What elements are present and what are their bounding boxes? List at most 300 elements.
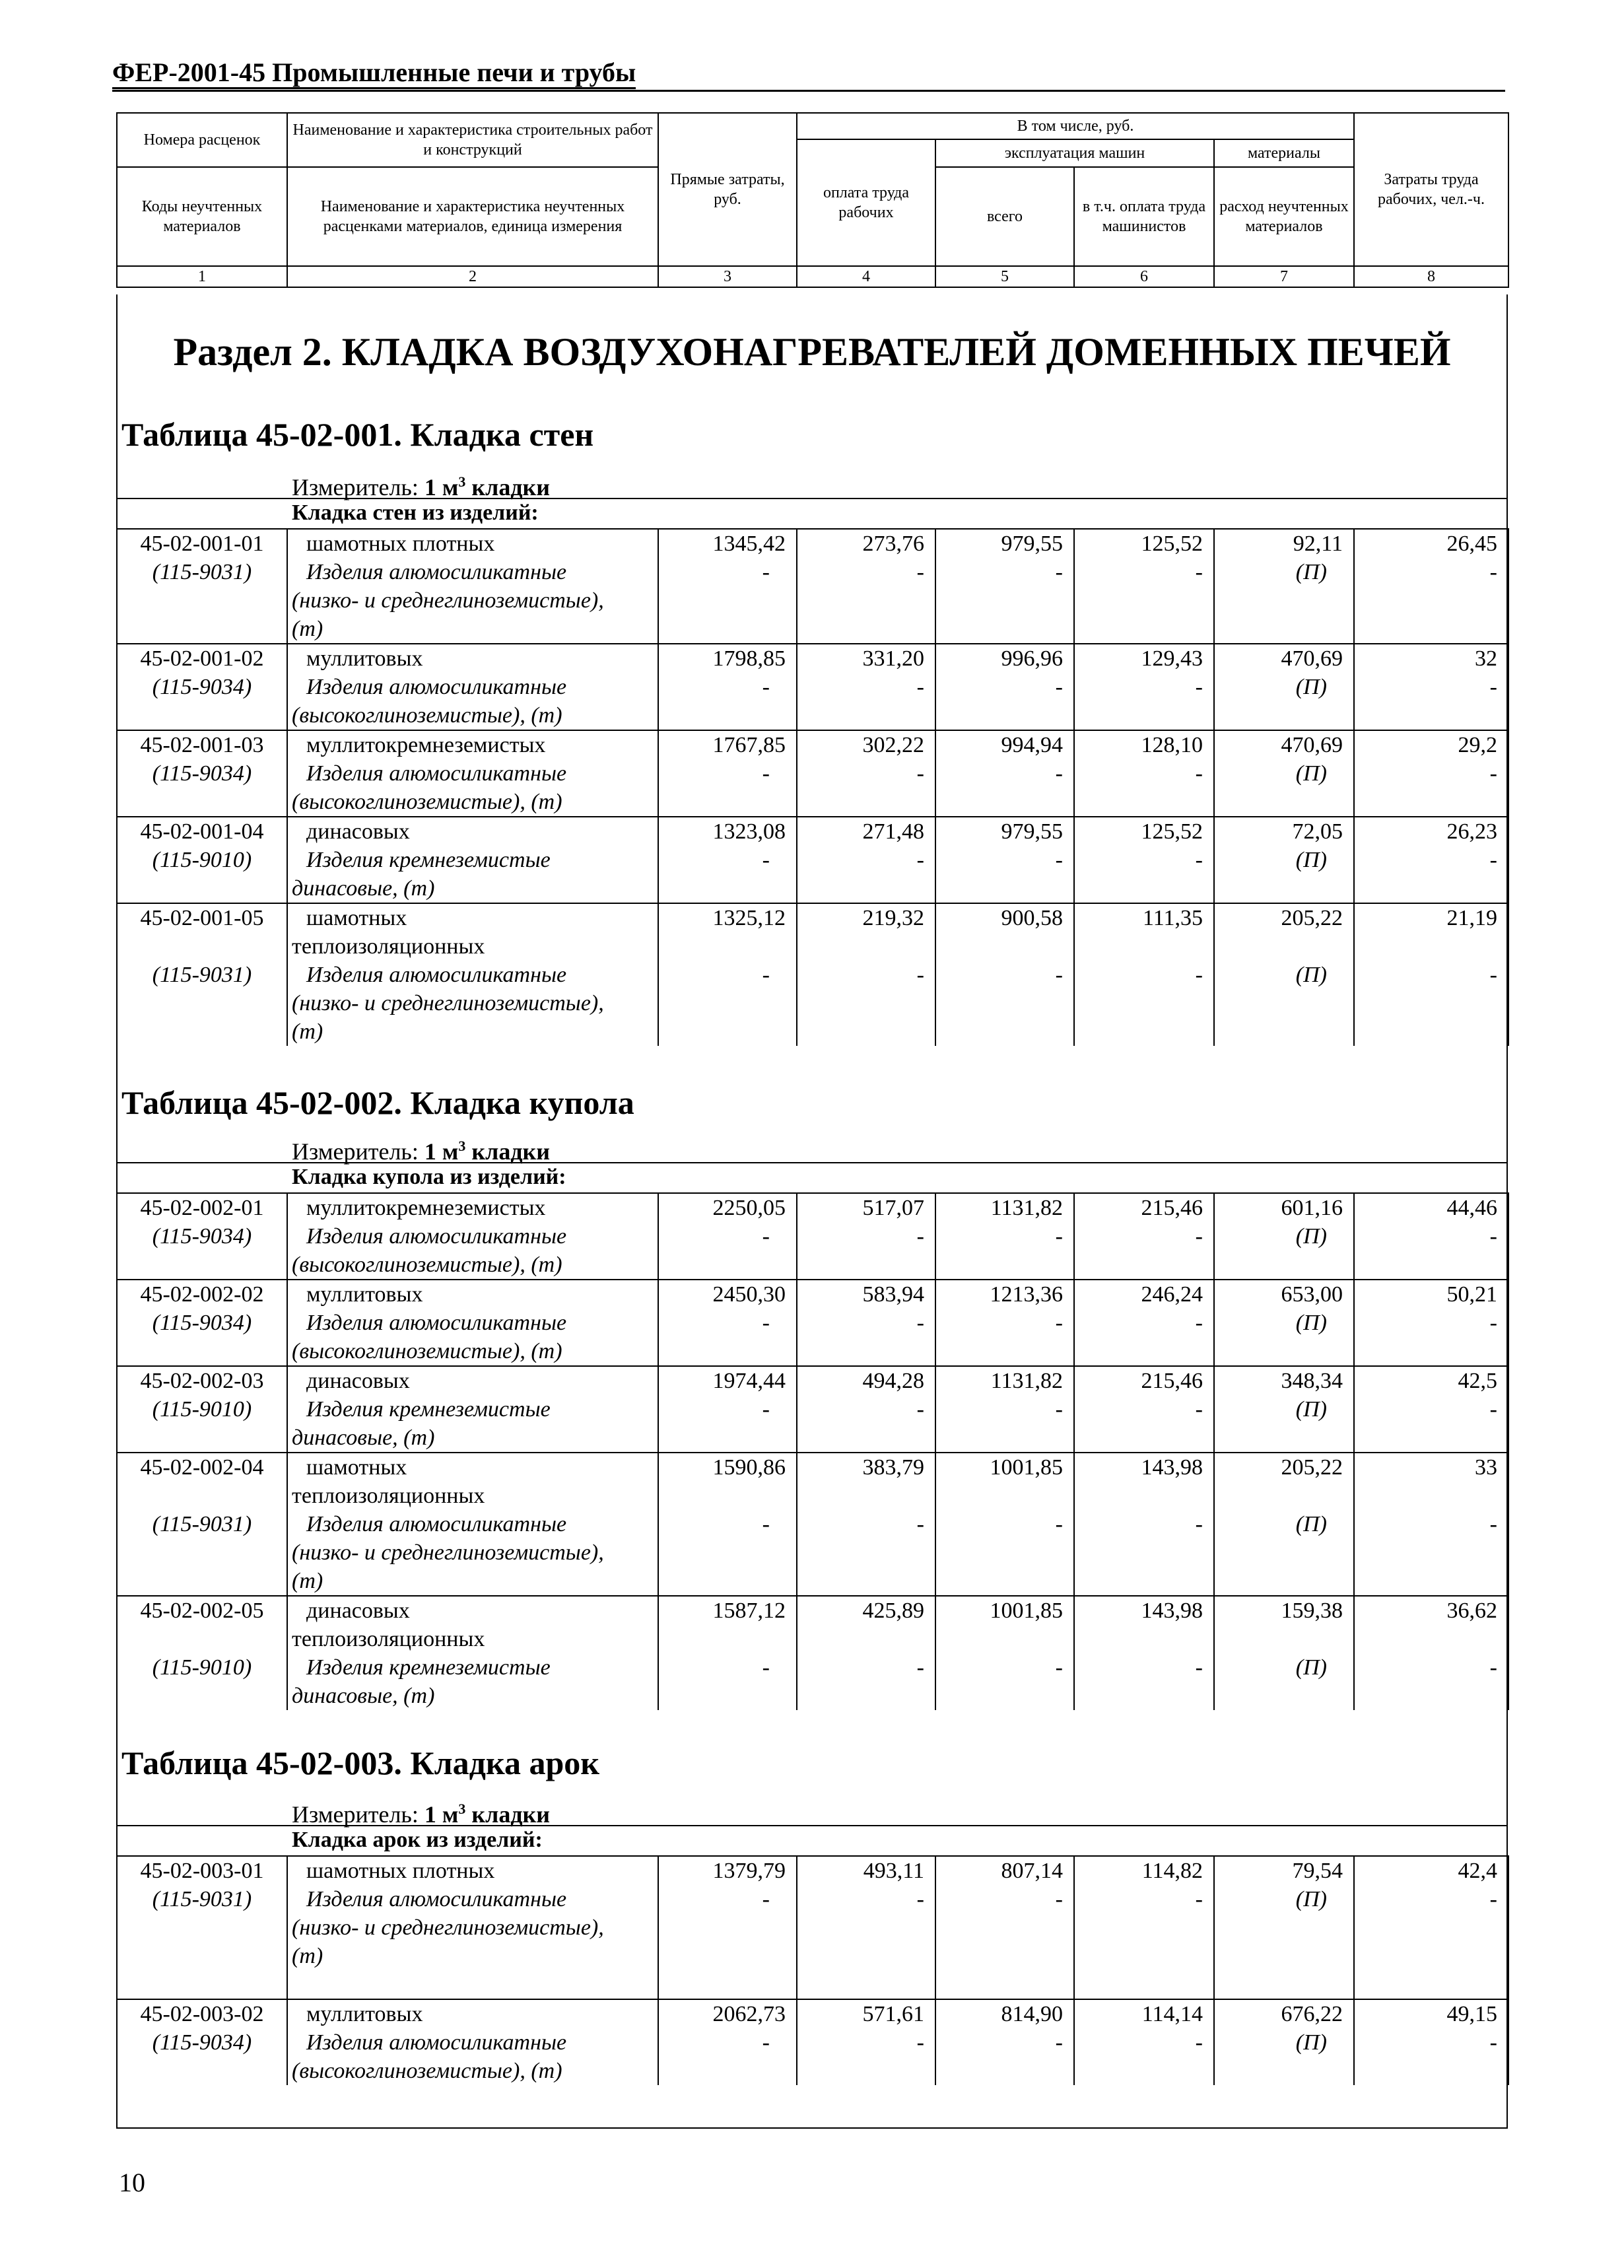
dash-mark: - <box>916 675 924 699</box>
direct-costs-value: 1798,85 <box>712 646 786 671</box>
machines-total-value: 1131,82 <box>990 1196 1063 1220</box>
machinist-pay-value: 111,35 <box>1143 906 1203 930</box>
material-name: Изделия кремнеземистые <box>306 1397 551 1422</box>
material-name: динасовые, (т) <box>292 876 435 901</box>
machinist-pay-value: 114,82 <box>1141 1859 1203 1883</box>
worker-pay-value: 302,22 <box>862 733 924 757</box>
dash-mark: - <box>1055 1655 1063 1680</box>
rate-code: 45-02-002-02 <box>140 1282 264 1307</box>
machines-total-value: 900,58 <box>1001 906 1063 930</box>
worker-pay-value: 425,89 <box>862 1598 924 1623</box>
table-measure: Измеритель: 1 $м^3$ кладки <box>292 1138 551 1165</box>
material-code: (115-9034) <box>152 761 252 786</box>
table-row <box>117 1596 1508 1710</box>
material-name: Изделия алюмосиликатные <box>306 1887 567 1911</box>
materials-cost-value: 601,16 <box>1281 1196 1343 1220</box>
dash-mark: - <box>1489 1512 1497 1536</box>
dash-mark: - <box>762 1887 770 1911</box>
machinist-pay-value: 125,52 <box>1141 532 1203 556</box>
material-name: Изделия алюмосиликатные <box>306 2030 567 2055</box>
materials-cost-cell <box>1214 903 1354 1046</box>
work-name: муллитокремнеземистых <box>306 1196 546 1220</box>
unaccounted-mark: (П) <box>1295 761 1327 786</box>
machines-total-cell <box>935 903 1074 1046</box>
materials-cost-value: 79,54 <box>1292 1859 1343 1883</box>
dash-mark: - <box>1055 761 1063 786</box>
unaccounted-mark: (П) <box>1295 2030 1327 2055</box>
table-title: Таблица 45-02-003. Кладка арок <box>121 1744 600 1781</box>
rate-code-cell <box>117 1999 287 2085</box>
unaccounted-mark: (П) <box>1295 1512 1327 1536</box>
materials-cost-cell <box>1214 1856 1354 1999</box>
rate-code: 45-02-001-05 <box>140 906 264 930</box>
work-name: теплоизоляционных <box>292 934 485 959</box>
rate-code-cell <box>117 817 287 903</box>
dash-mark: - <box>1055 560 1063 584</box>
material-code: (115-9034) <box>152 675 252 699</box>
table-row <box>117 529 1508 644</box>
labor-hours-cell <box>1354 529 1508 644</box>
table-row <box>117 1366 1508 1453</box>
column-header-table <box>116 112 1509 288</box>
direct-costs-cell <box>658 1856 797 1999</box>
dash-mark: - <box>916 1512 924 1536</box>
worker-pay-cell <box>797 730 935 817</box>
dash-mark: - <box>916 1887 924 1911</box>
work-name: муллитовых <box>306 1282 423 1307</box>
rate-code: 45-02-001-01 <box>140 532 264 556</box>
material-name: (высокоглиноземистые), (т) <box>292 1253 562 1277</box>
labor-hours-value: 50,21 <box>1446 1282 1497 1307</box>
worker-pay-value: 219,32 <box>862 906 924 930</box>
unaccounted-mark: (П) <box>1295 1311 1327 1335</box>
materials-cost-value: 470,69 <box>1281 733 1343 757</box>
materials-cost-cell <box>1214 1366 1354 1453</box>
work-name: шамотных <box>306 1455 407 1480</box>
worker-pay-value: 583,94 <box>862 1282 924 1307</box>
materials-cost-cell <box>1214 1999 1354 2085</box>
header-machine-operation: эксплуатация машин <box>935 139 1214 167</box>
unaccounted-mark: (П) <box>1295 1224 1327 1249</box>
machinist-pay-cell <box>1074 730 1214 817</box>
work-name-cell <box>287 730 658 817</box>
materials-cost-cell <box>1214 1193 1354 1280</box>
machinist-pay-cell <box>1074 817 1214 903</box>
dash-mark: - <box>1195 1655 1203 1680</box>
material-name: Изделия алюмосиликатные <box>306 1224 567 1249</box>
direct-costs-cell <box>658 817 797 903</box>
work-name-cell <box>287 644 658 730</box>
machines-total-value: 979,55 <box>1001 532 1063 556</box>
worker-pay-value: 271,48 <box>862 819 924 844</box>
material-code: (115-9010) <box>152 1397 252 1422</box>
header-unaccounted-materials: расход неучтенных материалов <box>1214 167 1354 266</box>
materials-cost-value: 92,11 <box>1293 532 1343 556</box>
rate-code-cell <box>117 1280 287 1366</box>
material-name: (т) <box>292 1944 323 1968</box>
header-material-codes: Коды неучтенных материалов <box>117 167 287 266</box>
header-including: В том числе, руб. <box>797 113 1354 139</box>
labor-hours-cell <box>1354 817 1508 903</box>
rates-table <box>116 528 1509 1046</box>
header-worker-pay: оплата труда рабочих <box>797 139 935 266</box>
dash-mark: - <box>762 1655 770 1680</box>
material-name: Изделия алюмосиликатные <box>306 1512 567 1536</box>
rate-code-cell <box>117 529 287 644</box>
machines-total-cell <box>935 644 1074 730</box>
col-number: 8 <box>1354 266 1508 287</box>
material-name: (т) <box>292 1019 323 1044</box>
header-machinist-pay: в т.ч. оплата труда машинистов <box>1074 167 1214 266</box>
materials-cost-cell <box>1214 1280 1354 1366</box>
machinist-pay-value: 143,98 <box>1141 1598 1203 1623</box>
machines-total-value: 1001,85 <box>990 1455 1063 1480</box>
material-name: динасовые, (т) <box>292 1426 435 1450</box>
dash-mark: - <box>1055 1224 1063 1249</box>
unaccounted-mark: (П) <box>1295 675 1327 699</box>
worker-pay-value: 273,76 <box>862 532 924 556</box>
direct-costs-cell <box>658 1366 797 1453</box>
machines-total-cell <box>935 529 1074 644</box>
col-number: 2 <box>287 266 658 287</box>
material-code: (115-9031) <box>152 1512 252 1536</box>
section-title: Раздел 2. КЛАДКА ВОЗДУХОНАГРЕВАТЕЛЕЙ ДОМЕННЫХ ПЕЧЕЙ <box>173 330 1451 374</box>
header-machines-total: всего <box>935 167 1074 266</box>
machinist-pay-cell <box>1074 1999 1214 2085</box>
table-subheading: Кладка арок из изделий: <box>292 1828 543 1852</box>
material-code: (115-9034) <box>152 2030 252 2055</box>
labor-hours-value: 44,46 <box>1446 1196 1497 1220</box>
materials-cost-cell <box>1214 1596 1354 1710</box>
worker-pay-value: 571,61 <box>862 2002 924 2026</box>
machinist-pay-cell <box>1074 1596 1214 1710</box>
dash-mark: - <box>1195 1887 1203 1911</box>
materials-cost-cell <box>1214 730 1354 817</box>
unaccounted-mark: (П) <box>1295 963 1327 987</box>
material-code: (115-9031) <box>152 560 252 584</box>
materials-cost-cell <box>1214 817 1354 903</box>
material-name: Изделия кремнеземистые <box>306 848 551 872</box>
dash-mark: - <box>1489 1655 1497 1680</box>
material-name: Изделия кремнеземистые <box>306 1655 551 1680</box>
materials-cost-cell <box>1214 529 1354 644</box>
dash-mark: - <box>916 560 924 584</box>
material-name: Изделия алюмосиликатные <box>306 963 567 987</box>
dash-mark: - <box>1055 2030 1063 2055</box>
labor-hours-cell <box>1354 644 1508 730</box>
direct-costs-value: 1345,42 <box>712 532 786 556</box>
dash-mark: - <box>1195 675 1203 699</box>
dash-mark: - <box>1489 963 1497 987</box>
rate-code: 45-02-002-04 <box>140 1455 264 1480</box>
machinist-pay-cell <box>1074 529 1214 644</box>
rate-code-cell <box>117 644 287 730</box>
machinist-pay-value: 114,14 <box>1141 2002 1203 2026</box>
worker-pay-cell <box>797 1999 935 2085</box>
direct-costs-value: 1587,12 <box>712 1598 786 1623</box>
table-row <box>117 1453 1508 1596</box>
machines-total-cell <box>935 1453 1074 1596</box>
dash-mark: - <box>1195 1311 1203 1335</box>
direct-costs-cell <box>658 1596 797 1710</box>
work-name: муллитовых <box>306 2002 423 2026</box>
worker-pay-cell <box>797 1856 935 1999</box>
dash-mark: - <box>1489 1224 1497 1249</box>
table-row <box>117 817 1508 903</box>
material-name: динасовые, (т) <box>292 1684 435 1708</box>
dash-mark: - <box>1195 1512 1203 1536</box>
work-name-cell <box>287 1596 658 1710</box>
unaccounted-mark: (П) <box>1295 560 1327 584</box>
worker-pay-cell <box>797 1366 935 1453</box>
material-name: (высокоглиноземистые), (т) <box>292 703 562 728</box>
materials-cost-value: 653,00 <box>1281 1282 1343 1307</box>
rate-code-cell <box>117 1193 287 1280</box>
material-code: (115-9034) <box>152 1311 252 1335</box>
page-number: 10 <box>119 2168 145 2197</box>
material-name: (высокоглиноземистые), (т) <box>292 2059 562 2083</box>
dash-mark: - <box>1055 1512 1063 1536</box>
machinist-pay-cell <box>1074 1856 1214 1999</box>
worker-pay-cell <box>797 1193 935 1280</box>
labor-hours-cell <box>1354 730 1508 817</box>
table-row <box>117 1856 1508 1999</box>
direct-costs-value: 2062,73 <box>712 2002 786 2026</box>
machinist-pay-value: 128,10 <box>1141 733 1203 757</box>
direct-costs-cell <box>658 903 797 1046</box>
machinist-pay-cell <box>1074 644 1214 730</box>
machines-total-value: 996,96 <box>1001 646 1063 671</box>
table-title: Таблица 45-02-002. Кладка купола <box>121 1084 634 1121</box>
table-measure: Измеритель: 1 $м^3$ кладки <box>292 1801 551 1828</box>
dash-mark: - <box>916 2030 924 2055</box>
machinist-pay-cell <box>1074 1453 1214 1596</box>
rate-code: 45-02-001-02 <box>140 646 264 671</box>
dash-mark: - <box>1055 1887 1063 1911</box>
dash-mark: - <box>762 1512 770 1536</box>
unaccounted-mark: (П) <box>1295 1655 1327 1680</box>
work-name: динасовых <box>306 1598 410 1623</box>
material-name: (низко- и среднеглиноземистые), <box>292 1540 604 1565</box>
labor-hours-cell <box>1354 1366 1508 1453</box>
dash-mark: - <box>762 1397 770 1422</box>
rate-code-cell <box>117 1366 287 1453</box>
work-name-cell <box>287 1856 658 1999</box>
work-name: теплоизоляционных <box>292 1484 485 1508</box>
material-name: Изделия алюмосиликатные <box>306 761 567 786</box>
col-number: 6 <box>1074 266 1214 287</box>
worker-pay-cell <box>797 1280 935 1366</box>
worker-pay-value: 383,79 <box>862 1455 924 1480</box>
material-code: (115-9010) <box>152 848 252 872</box>
material-name: (т) <box>292 617 323 641</box>
dash-mark: - <box>1489 1397 1497 1422</box>
direct-costs-value: 2250,05 <box>712 1196 786 1220</box>
labor-hours-value: 29,2 <box>1458 733 1497 757</box>
dash-mark: - <box>1055 1397 1063 1422</box>
machines-total-cell <box>935 1596 1074 1710</box>
material-name: (высокоглиноземистые), (т) <box>292 790 562 814</box>
dash-mark: - <box>1195 1397 1203 1422</box>
material-code: (115-9034) <box>152 1224 252 1249</box>
worker-pay-value: 517,07 <box>862 1196 924 1220</box>
dash-mark: - <box>1489 848 1497 872</box>
header-labor-costs: Затраты труда рабочих, чел.-ч. <box>1354 113 1508 266</box>
work-name-cell <box>287 1453 658 1596</box>
direct-costs-value: 2450,30 <box>712 1282 786 1307</box>
worker-pay-cell <box>797 1596 935 1710</box>
dash-mark: - <box>1195 848 1203 872</box>
worker-pay-cell <box>797 817 935 903</box>
work-name: муллитокремнеземистых <box>306 733 546 757</box>
dash-mark: - <box>762 761 770 786</box>
material-code: (115-9010) <box>152 1655 252 1680</box>
machinist-pay-cell <box>1074 1193 1214 1280</box>
direct-costs-value: 1323,08 <box>712 819 786 844</box>
rate-code: 45-02-003-01 <box>140 1859 264 1883</box>
worker-pay-cell <box>797 529 935 644</box>
header-direct-costs: Прямые затраты, руб. <box>658 113 797 266</box>
col-number: 4 <box>797 266 935 287</box>
labor-hours-cell <box>1354 1280 1508 1366</box>
work-name: шамотных <box>306 906 407 930</box>
rate-code: 45-02-002-01 <box>140 1196 264 1220</box>
dash-mark: - <box>916 761 924 786</box>
labor-hours-value: 26,45 <box>1446 532 1497 556</box>
material-name: (низко- и среднеглиноземистые), <box>292 991 604 1015</box>
machines-total-cell <box>935 817 1074 903</box>
table-measure: Измеритель: 1 $м^3$ кладки <box>292 473 551 500</box>
materials-cost-value: 470,69 <box>1281 646 1343 671</box>
direct-costs-value: 1379,79 <box>712 1859 786 1883</box>
table-subheading: Кладка стен из изделий: <box>292 500 539 525</box>
work-name: шамотных плотных <box>306 1859 495 1883</box>
dash-mark: - <box>916 1655 924 1680</box>
dash-mark: - <box>762 2030 770 2055</box>
machinist-pay-cell <box>1074 1366 1214 1453</box>
header-material-names: Наименование и характеристика неучтенных расценками материалов, единица измерения <box>287 167 658 266</box>
labor-hours-value: 26,23 <box>1446 819 1497 844</box>
table-row <box>117 1280 1508 1366</box>
direct-costs-value: 1974,44 <box>712 1369 786 1393</box>
dash-mark: - <box>762 1224 770 1249</box>
worker-pay-cell <box>797 1453 935 1596</box>
direct-costs-value: 1590,86 <box>712 1455 786 1480</box>
machines-total-cell <box>935 1193 1074 1280</box>
dash-mark: - <box>1195 963 1203 987</box>
labor-hours-value: 42,4 <box>1458 1859 1497 1883</box>
direct-costs-cell <box>658 1453 797 1596</box>
rate-code: 45-02-002-05 <box>140 1598 264 1623</box>
rate-code: 45-02-001-04 <box>140 819 264 844</box>
machinist-pay-value: 215,46 <box>1141 1369 1203 1393</box>
materials-cost-value: 348,34 <box>1281 1369 1343 1393</box>
table-row <box>117 644 1508 730</box>
work-name: муллитовых <box>306 646 423 671</box>
work-name-cell <box>287 903 658 1046</box>
rate-code-cell <box>117 1596 287 1710</box>
worker-pay-value: 331,20 <box>862 646 924 671</box>
work-name-cell <box>287 1193 658 1280</box>
direct-costs-cell <box>658 1280 797 1366</box>
materials-cost-cell <box>1214 1453 1354 1596</box>
worker-pay-cell <box>797 644 935 730</box>
worker-pay-cell <box>797 903 935 1046</box>
work-name-cell <box>287 1280 658 1366</box>
col-number: 7 <box>1214 266 1354 287</box>
direct-costs-cell <box>658 644 797 730</box>
machines-total-cell <box>935 1999 1074 2085</box>
machinist-pay-cell <box>1074 903 1214 1046</box>
dash-mark: - <box>1489 2030 1497 2055</box>
material-name: Изделия алюмосиликатные <box>306 560 567 584</box>
document-title: ФЕР-2001-45 Промышленные печи и трубы <box>112 57 636 89</box>
direct-costs-cell <box>658 1999 797 2085</box>
material-name: (т) <box>292 1569 323 1593</box>
machines-total-value: 814,90 <box>1001 2002 1063 2026</box>
direct-costs-cell <box>658 529 797 644</box>
table-row <box>117 903 1508 1046</box>
col-number: 5 <box>935 266 1074 287</box>
work-name: теплоизоляционных <box>292 1627 485 1651</box>
rate-code: 45-02-003-02 <box>140 2002 264 2026</box>
dash-mark: - <box>916 1224 924 1249</box>
labor-hours-cell <box>1354 1453 1508 1596</box>
dash-mark: - <box>762 1311 770 1335</box>
rate-code-cell <box>117 903 287 1046</box>
work-name: шамотных плотных <box>306 532 495 556</box>
machinist-pay-value: 246,24 <box>1141 1282 1203 1307</box>
rate-code: 45-02-002-03 <box>140 1369 264 1393</box>
material-name: (высокоглиноземистые), (т) <box>292 1339 562 1363</box>
material-name: Изделия алюмосиликатные <box>306 1311 567 1335</box>
labor-hours-cell <box>1354 903 1508 1046</box>
direct-costs-cell <box>658 730 797 817</box>
material-name: (низко- и среднеглиноземистые), <box>292 588 604 613</box>
machines-total-cell <box>935 1366 1074 1453</box>
material-code: (115-9031) <box>152 1887 252 1911</box>
unaccounted-mark: (П) <box>1295 1887 1327 1911</box>
dash-mark: - <box>1489 560 1497 584</box>
dash-mark: - <box>1055 848 1063 872</box>
direct-costs-value: 1767,85 <box>712 733 786 757</box>
dash-mark: - <box>1195 2030 1203 2055</box>
material-name: Изделия алюмосиликатные <box>306 675 567 699</box>
worker-pay-value: 494,28 <box>862 1369 924 1393</box>
table-subheading: Кладка купола из изделий: <box>292 1165 566 1189</box>
dash-mark: - <box>1055 1311 1063 1335</box>
worker-pay-value: 493,11 <box>863 1859 924 1883</box>
machines-total-cell <box>935 1280 1074 1366</box>
direct-costs-value: 1325,12 <box>712 906 786 930</box>
dash-mark: - <box>1489 1311 1497 1335</box>
dash-mark: - <box>1055 963 1063 987</box>
dash-mark: - <box>1489 675 1497 699</box>
dash-mark: - <box>762 963 770 987</box>
material-code: (115-9031) <box>152 963 252 987</box>
labor-hours-value: 21,19 <box>1446 906 1497 930</box>
machinist-pay-value: 215,46 <box>1141 1196 1203 1220</box>
machines-total-value: 1213,36 <box>990 1282 1063 1307</box>
machinist-pay-value: 143,98 <box>1141 1455 1203 1480</box>
machines-total-value: 979,55 <box>1001 819 1063 844</box>
work-name: динасовых <box>306 1369 410 1393</box>
work-name-cell <box>287 1999 658 2085</box>
direct-costs-cell <box>658 1193 797 1280</box>
rates-table <box>116 1855 1509 2085</box>
table-row <box>117 1999 1508 2085</box>
header-work-name: Наименование и характеристика строительных работ и конструкций <box>287 113 658 167</box>
